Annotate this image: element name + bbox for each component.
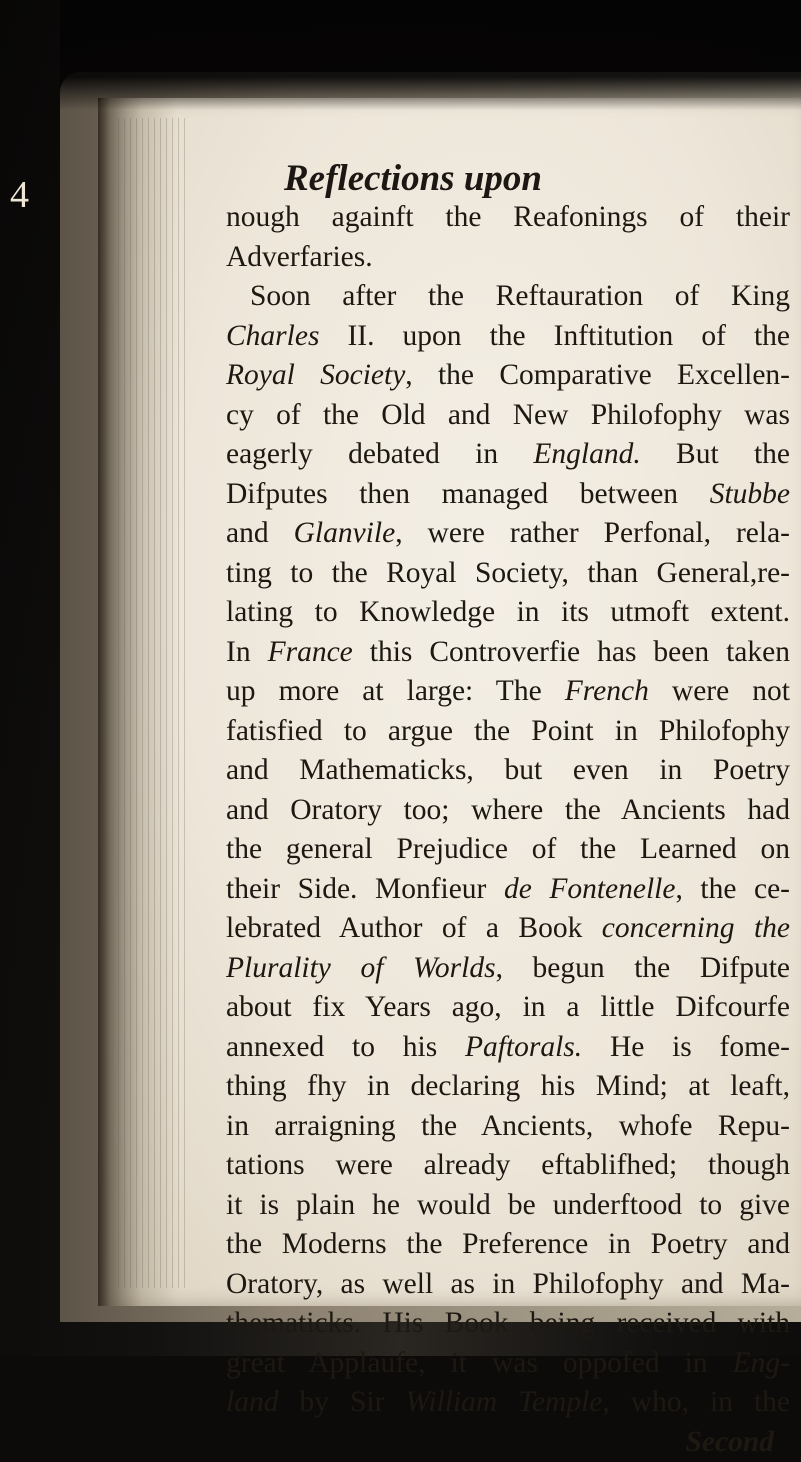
page-number: 4 [10, 176, 29, 214]
text-line [226, 277, 790, 317]
text-run: , who, in the [602, 1386, 790, 1418]
italic-text-run: concerning the [602, 912, 790, 944]
text-line [226, 396, 790, 436]
text-line [226, 435, 790, 475]
text-run: In [226, 636, 268, 668]
text-line [226, 1304, 790, 1344]
italic-text-run: French [565, 675, 649, 707]
text-line [226, 198, 790, 238]
italic-text-run: land [226, 1386, 278, 1418]
text-line [226, 791, 790, 831]
text-run: the general Prejudice of the Learned on [226, 833, 790, 865]
text-line [226, 1344, 790, 1384]
text-lines [226, 198, 790, 1423]
text-run: it is plain he would be underftood to give [226, 1189, 790, 1221]
text-line [226, 830, 790, 870]
text-run: this Controverfie has been taken [353, 636, 790, 668]
italic-text-run: Stubbe [710, 478, 790, 510]
text-run: He is fome- [582, 1031, 790, 1063]
text-line [226, 356, 790, 396]
text-line [226, 1028, 790, 1068]
text-line [226, 514, 790, 554]
text-run: lebrated Author of a Book [226, 912, 602, 944]
text-line [226, 238, 790, 278]
text-line [226, 1186, 790, 1226]
text-run: Oratory, as well as in Philofophy and Ma- [226, 1268, 790, 1300]
text-line [226, 988, 790, 1028]
italic-text-run: Paftorals. [465, 1031, 582, 1063]
text-run: ting to the Royal Society, than General,re- [226, 557, 790, 589]
text-run: and Oratory too; where the Ancients had [226, 794, 790, 826]
text-line [226, 554, 790, 594]
body-text [226, 198, 790, 1462]
text-run: about fix Years ago, in a little Difcourfe [226, 991, 790, 1023]
italic-text-run: de Fontenelle [504, 873, 676, 905]
top-shadow [60, 0, 801, 110]
text-run: nough againft the Reafonings of their [226, 201, 790, 233]
text-line [226, 1067, 790, 1107]
text-line [226, 593, 790, 633]
text-run: II. upon the Inftitution of the [319, 320, 790, 352]
text-run: But the [641, 438, 790, 470]
text-run: annexed to his [226, 1031, 465, 1063]
text-run: thematicks. His Book being received with [226, 1307, 790, 1339]
italic-text-run: Charles [226, 320, 319, 352]
catchword: Second [226, 1423, 790, 1462]
italic-text-run: France [268, 636, 353, 668]
text-line [226, 317, 790, 357]
text-run: and [226, 517, 294, 549]
text-run: eagerly debated in [226, 438, 533, 470]
text-run: their Side. Monfieur [226, 873, 504, 905]
running-head: Reflections upon [284, 160, 544, 197]
text-line [226, 712, 790, 752]
text-run: Soon after the Reftauration of King [250, 280, 790, 312]
text-run: fatisfied to argue the Point in Philofophy [226, 715, 790, 747]
text-line [226, 870, 790, 910]
text-line [226, 949, 790, 989]
page-edges [118, 118, 188, 1288]
text-line [226, 1107, 790, 1147]
text-run: great Applaufe, it was oppofed in [226, 1347, 733, 1379]
text-line [226, 1265, 790, 1305]
text-run: , the ce- [675, 873, 790, 905]
text-run: were not [649, 675, 790, 707]
text-line [226, 475, 790, 515]
italic-text-run: Royal Society [226, 359, 405, 391]
text-line [226, 1146, 790, 1186]
italic-text-run: England. [533, 438, 640, 470]
text-run: thing fhy in declaring his Mind; at leaft, [226, 1070, 790, 1102]
text-line [226, 1383, 790, 1423]
italic-text-run: Eng- [733, 1347, 790, 1379]
text-run: and Mathematicks, but even in Poetry [226, 754, 790, 786]
text-run: the Moderns the Preference in Poetry and [226, 1228, 790, 1260]
text-line [226, 633, 790, 673]
text-line [226, 909, 790, 949]
text-run: Difputes then managed between [226, 478, 710, 510]
text-run: up more at large: The [226, 675, 565, 707]
text-run: , begun the Difpute [496, 952, 790, 984]
text-run: Adverfaries. [226, 241, 373, 273]
text-run: lating to Knowledge in its utmoft extent. [226, 596, 790, 628]
text-line [226, 751, 790, 791]
italic-text-run: Plurality of Worlds [226, 952, 496, 984]
italic-text-run: Glanvile [294, 517, 396, 549]
text-run: in arraigning the Ancients, whofe Repu- [226, 1110, 790, 1142]
text-run: cy of the Old and New Philofophy was [226, 399, 790, 431]
text-run: tations were already eftablifhed; though [226, 1149, 790, 1181]
text-run: by Sir [278, 1386, 405, 1418]
text-line [226, 672, 790, 712]
text-run: , were rather Perfonal, rela- [395, 517, 790, 549]
text-run: , the Comparative Excellen- [405, 359, 790, 391]
italic-text-run: William Temple [405, 1386, 602, 1418]
text-line [226, 1225, 790, 1265]
